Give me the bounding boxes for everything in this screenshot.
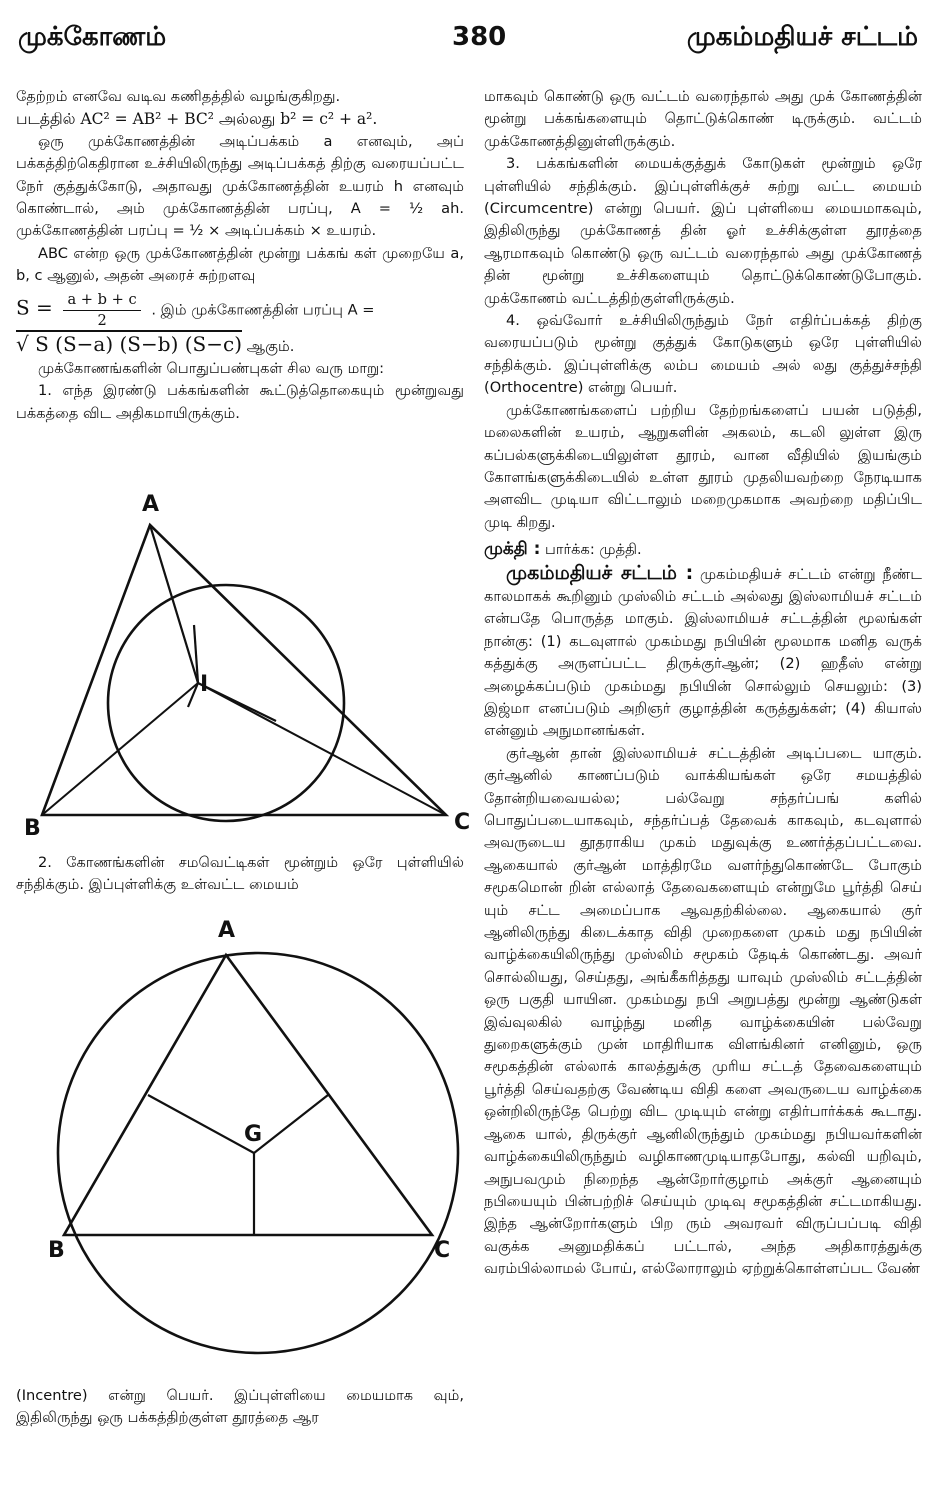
label-a: A [218,918,236,943]
pythagoras-formula: படத்தில் AC² = AB² + BC² அல்லது b² = c² + a². [16,110,378,129]
fraction [63,290,140,331]
formula-end: ஆகும். [246,337,295,355]
triangle-abc [64,955,432,1235]
page-number: 380 [452,22,507,52]
paragraph: 2. கோணங்களின் சமவெட்டிகள் மூன்றும் ஒரே புள்ளியில் சந்திக்கும். இப்புள்ளிக்கு உள்வட்ட மையம் [16,854,464,894]
paragraph: ஒரு முக்கோணத்தின் அடிப்பக்கம் a எனவும், அப் பக்கத்திற்கெதிரான உச்சியிலிருந்து அடிப்பக்கத் திற்கு வரையப்பட்ட நேர் குத்துக்கோடு, அதாவது முக்கோணத்தின் உயரம் h எனவும் கொண்டால், அம் முக்கோணத்தின் பரப்பு, A = ½ ah. முக்கோணத்தின் பரப்பு = ½ × அடிப்பக்கம் × உயரம். [16,132,464,240]
label-c: C [434,1238,451,1263]
fraction-denominator: 2 [97,311,107,329]
entry-heading: முகம்மதியச் சட்டம் : [506,561,694,584]
entry-reference: பார்க்க: முத்தி. [545,541,642,559]
herons-formula [16,333,464,358]
perpendicular-bisector-ac [254,1095,328,1153]
circumcircle [58,953,458,1353]
running-header-right: முகம்மதியச் சட்டம் [686,22,918,52]
bisector-c [198,683,446,815]
triangle-abc [42,525,446,815]
label-c: C [454,810,471,835]
entry-mukti [484,538,922,561]
incircle-figure [14,485,474,845]
paragraph: தேற்றம் எனவே வடிவ கணிதத்தில் வழங்குகிறது. [16,88,341,105]
paragraph: முக்கோணங்களைப் பற்றிய தேற்றங்களைப் பயன் படுத்தி, மலைகளின் உயரம், ஆறுகளின் அகலம், கடலி லுள்ள இரு கப்பல்களுக்கிடையிலுள்ள தூரம், வான வீதியில் இயங்கும் கோளங்களுக்கிடையில் உள்ள தூரம் முதலியவற்றை நேரடியாக அளவிட முடியா விட்டாலும் மறைமுகமாக அவற்றை மதிப்பிட முடி கிறது. [484,401,922,531]
left-bottom-text [16,1385,464,1430]
paragraph: குர்ஆன் தான் இஸ்லாமியச் சட்டத்தின் அடிப்படை யாகும். குர்ஆனில் காணப்படும் வாக்கியங்கள் ஒரே சமயத்தில் தோன்றியவையல்ல; பல்வேறு சந்தர்ப்பங் களில் பொதுப்படையாகவும், சந்தர்ப்பத் தேவைக் காகவும், கடவுளால் அவருடைய தூதராகிய முகம் மதுவுக்கு உணர்த்தப்பட்டவை. ஆகையால் குர்ஆன் மாத்திரமே வளர்ந்துகொண்டே போகும் சமூகமொன் றின் எல்லாத் தேவைகளையும் என்றுமே பூர்த்தி செய் யும் சட்ட அமைப்பாக ஆவதற்கில்லை. ஆகையால் குர் ஆனிலிருந்து கிடைக்காத விதி முறைகளை முகம் மது நபியின் வாழ்க்கையிலிருந்து முஸ்லிம் சமூகம் தேடிக் கொண்டது. அவர் சொல்லியது, செய்தது, அங்கீகரித்தது யாவும் முஸ்லிம் சட்டத்தின் ஒரு பகுதி யாயின. முகம்மது நபி அறுபத்து மூன்று ஆண்டுகள் இவ்வுலகில் வாழ்ந்து மனித வாழ்க்கையின் பல்வேறு துறைகளுக்கும் முன் மாதிரியாக விளங்கினர் எனினும், ஒரு சமூகத்தின் எல்லாக் காலத்துக்கு முரிய சட்டத் தேவைகளையும் பூர்த்தி செய்வதற்கு வேண்டிய விதி களை அவருடைய வாழ்க்கை ஒன்றிலிருந்தே பெற்று விட முடியும் என்று எதிர்பார்க்கக் கூடாது. ஆகை யால், திருக்குர் ஆனிலிருந்தும் முகம்மது நபியவர்களின் வாழ்க்கையிலிருந்தும் வழிகாணமுடியாதபோது, கல்வி யறிவும், அநுபவமும் நிறைந்த ஆன்றோர்குழாம் அக்குர் ஆனையும் நபியையும் பின்பற்றிச் செய்யும் முடிவு சமூகத்தின் சட்டமாகியது. இந்த ஆன்றோர்களும் பிற ரும் அவரவர் விருப்பப்படி விதி வகுக்க அனுமதிக்கப் பட்டால், அந்த அதிகாரத்துக்கு வரம்பில்லாமல் போய், எல்லோராலும் ஏற்றுக்கொள்ளப்பட வேண் [484,744,922,1278]
paragraph: மாகவும் கொண்டு ஒரு வட்டம் வரைந்தால் அது முக் கோணத்தின் மூன்று பக்கங்களையும் தொட்டுக்கொண் டிருக்கும். வட்டம் முக்கோணத்தினுள்ளிருக்கும். [484,88,922,150]
fraction-numerator: a + b + c [63,290,140,311]
semi-perimeter-formula [16,290,464,331]
entry-text: முகம்மதியச் சட்டம் என்று நீண்ட காலமாகக் கூறினும் முஸ்லிம் சட்டம் அல்லது இஸ்லாமியச் சட்டம் என்பதே பொருத்த மாகும். இஸ்லாமியச் சட்டத்தின் மூலங்கள் நான்கு: (1) கடவுளால் முகம்மது நபியின் மூலமாக மனித வருக் கத்துக்கு அருளப்பட்ட திருக்குர்ஆன்; (2) ஹதீஸ் என்று அழைக்கப்படும் முகம்மது நபியின் சொல்லும் செயலும்: (3) இஜ்மா எனப்படும் அறிஞர் குழாத்தின் கருத்துக்கள்; (4) கியாஸ் என்னும் அநுமானங்கள். [484,565,922,740]
right-column [484,86,922,1281]
paragraph: (Incentre) என்று பெயர். இப்புள்ளியை மையமாக வும், இதிலிருந்து ஒரு பக்கத்திற்குள்ள தூரத்தை ஆர [16,1387,464,1427]
incircle [108,585,344,821]
radius-to-ac [198,683,276,721]
property-1: 1. எந்த இரண்டு பக்கங்களின் கூட்டுத்தொகையும் மூன்றுவது பக்கத்தை விட அதிகமாயிருக்கும். [16,382,464,422]
sqrt-expression: √ S (S−a) (S−b) (S−c) [16,331,242,356]
entry-heading: முக்தி : [484,539,541,560]
property-3: 3. பக்கங்களின் மையக்குத்துக் கோடுகள் மூன்றும் ஒரே புள்ளியில் சந்திக்கும். இப்புள்ளிக்குச் சுற்று வட்ட மையம் (Circumcentre) என்று பெயர். இப் புள்ளியை மையமாகவும், இதிலிருந்து முக்கோணத் தின் ஓர் உச்சிக்குள்ள தூரத்தை ஆரமாகவும் கொண்டு ஒரு வட்டம் வரைந்தால் அது முக்கோணத் தின் மூன்று உச்சிகளையும் தொட்டுக்கொண்டுபோகும். முக்கோணம் வட்டத்திற்குள்ளிருக்கும். [484,155,922,307]
label-b: B [24,816,41,841]
property-2 [16,852,464,897]
property-4: 4. ஒவ்வோர் உச்சியிலிருந்தும் நேர் எதிர்ப்பக்கத் திற்கு வரையப்படும் மூன்று குத்துக் கோடுகளும் ஒரே புள்ளியில் சந்திக்கும். இப்புள்ளிக்கு லம்ப மையம் அல் லது குத்துச்சந்தி (Orthocentre) என்று பெயர். [484,312,922,397]
label-i: I [200,672,209,697]
label-g: G [244,1122,263,1147]
formula-text: . இம் முக்கோணத்தின் பரப்பு A = [151,301,375,319]
formula-s: S = [16,295,53,320]
paragraph: ABC என்ற ஒரு முக்கோணத்தின் மூன்று பக்கங் கள் முறையே a, b, c ஆனுல், அதன் அரைச் சுற்றளவு [16,244,464,285]
label-a: A [142,492,160,517]
label-b: B [48,1238,65,1263]
entry-muhammadan-law [484,562,922,743]
paragraph: முக்கோணங்களின் பொதுப்பண்புகள் சில வரு மாறு: [38,360,385,378]
perpendicular-bisector-ab [148,1095,254,1153]
running-header-left: முக்கோணம் [18,22,167,52]
circumcircle-figure [36,915,466,1370]
left-column [16,86,464,425]
